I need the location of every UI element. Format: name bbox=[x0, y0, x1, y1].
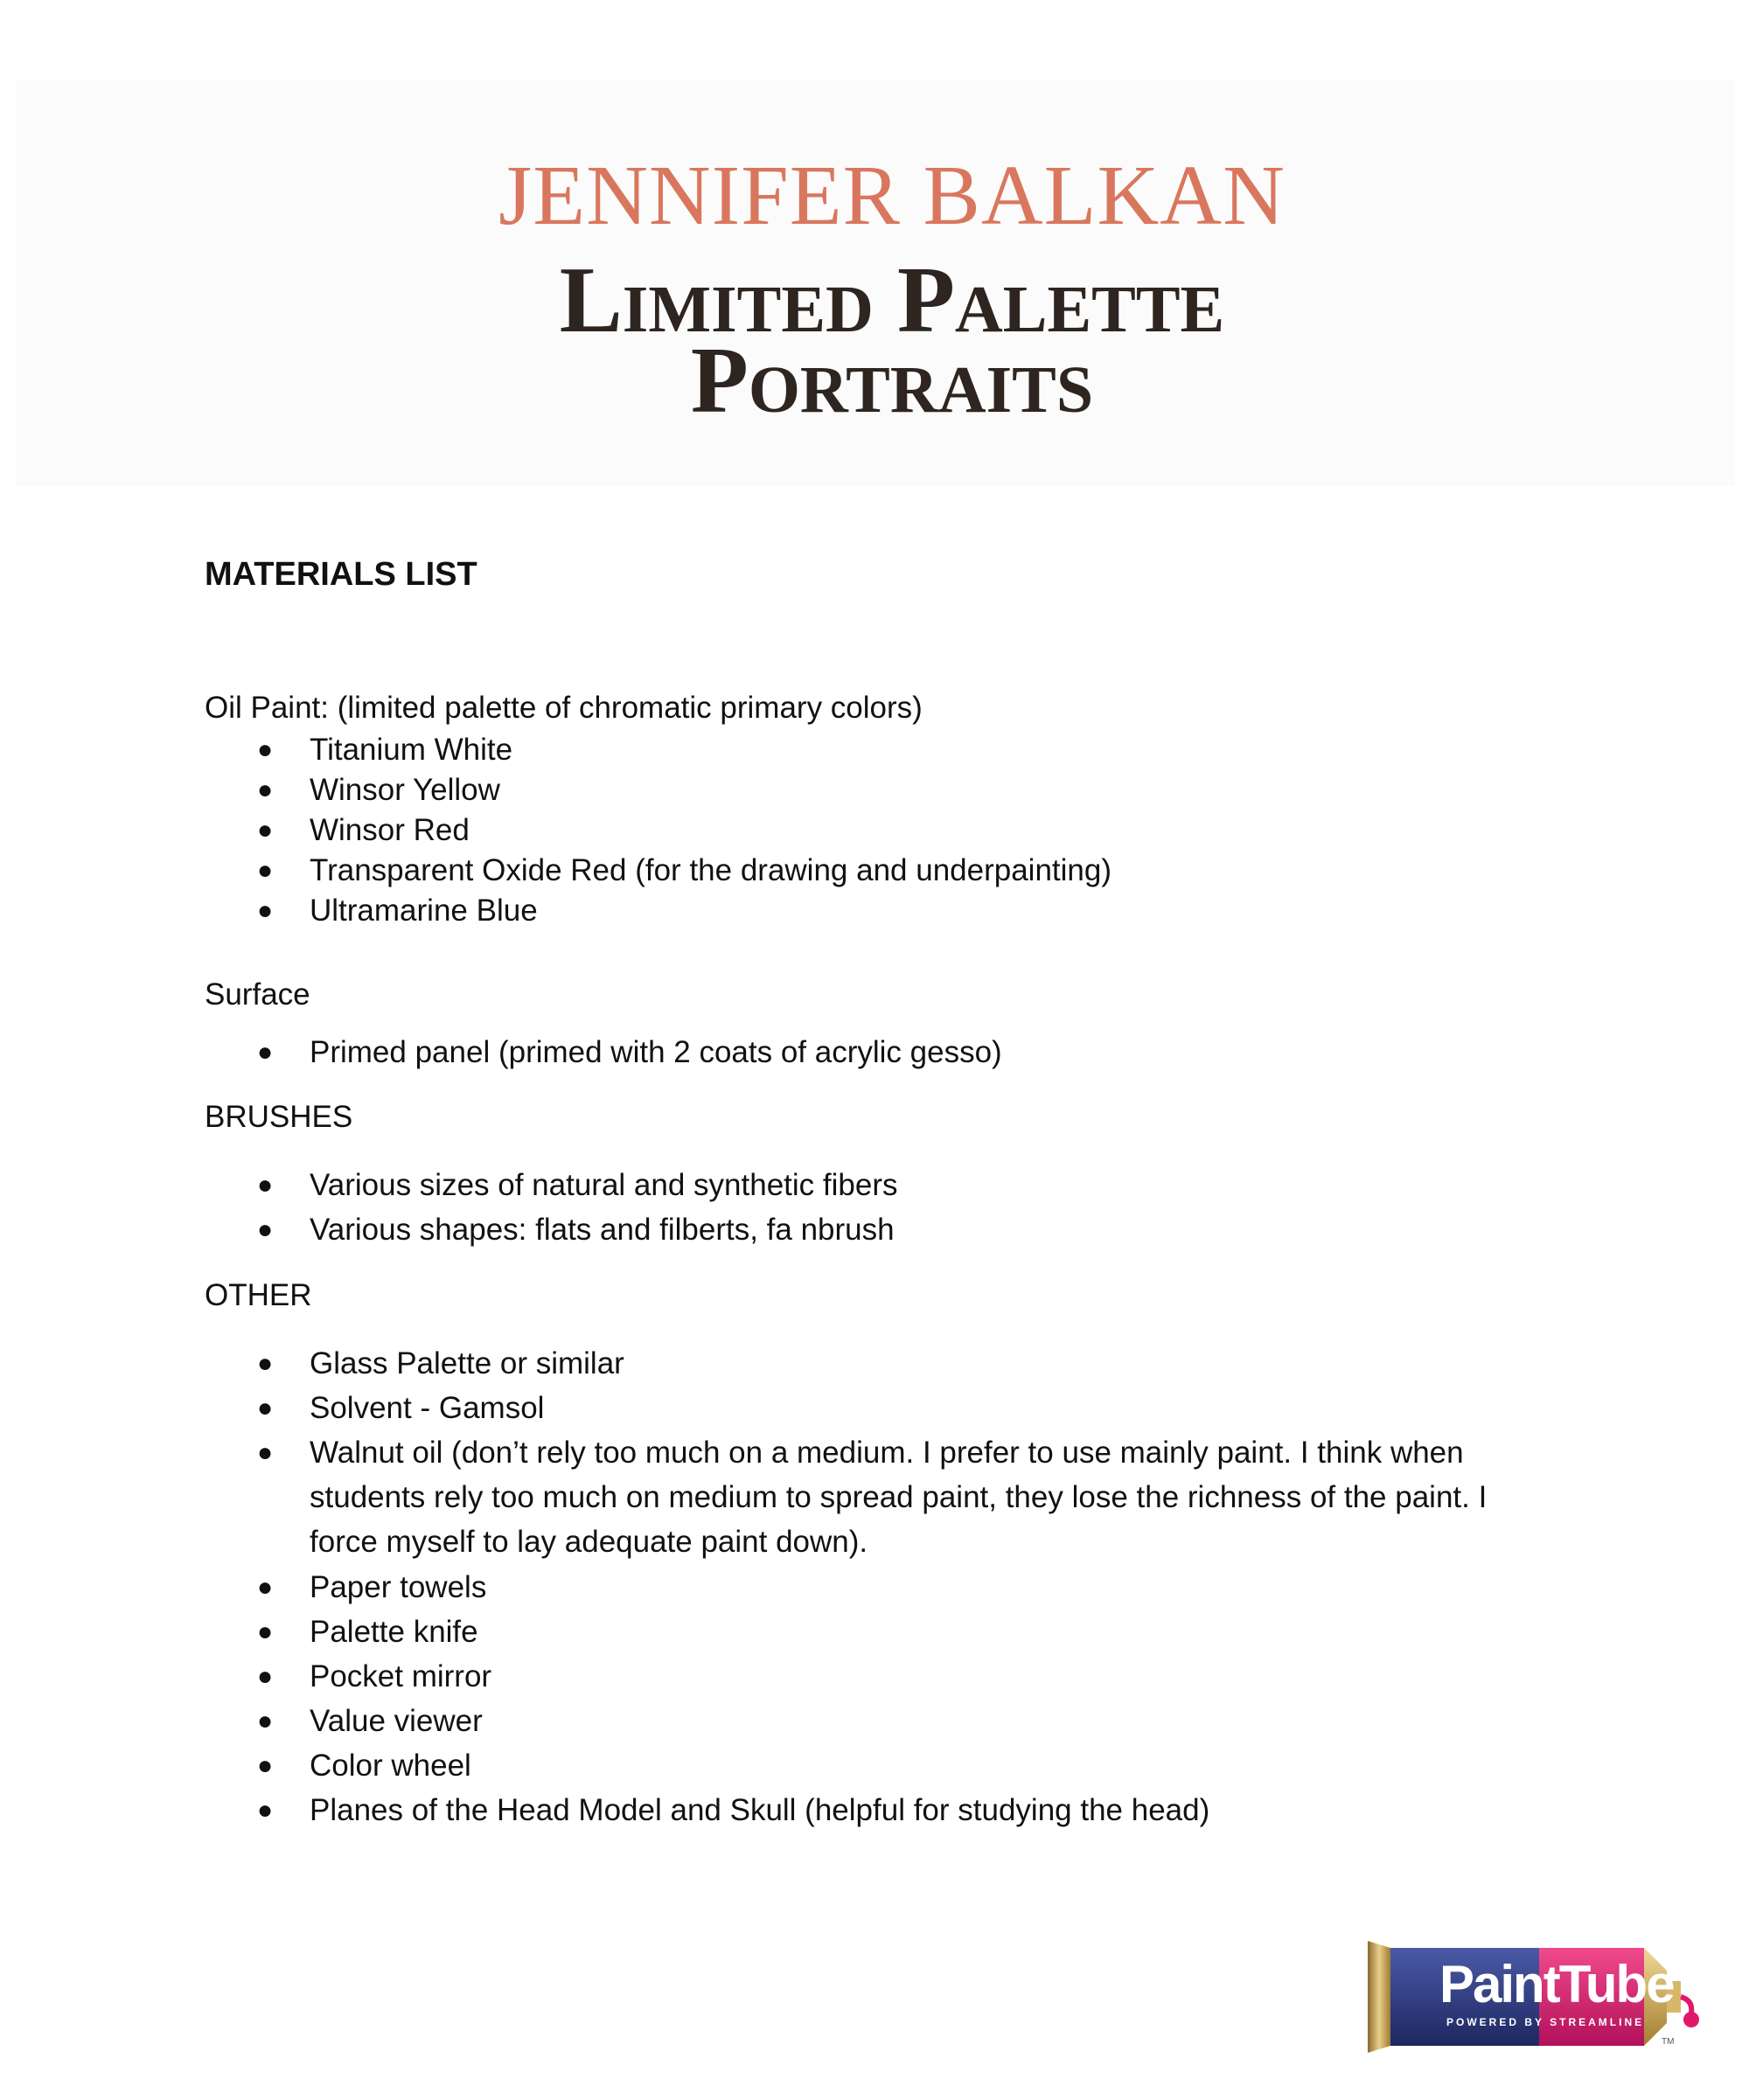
bullet-icon: ● bbox=[257, 735, 274, 764]
course-title-line-1: Limited Palette bbox=[559, 248, 1225, 352]
logo-trademark: TM bbox=[1662, 2037, 1675, 2047]
list-item: ● Primed panel (primed with 2 coats of acrylic gesso) bbox=[257, 1030, 1560, 1074]
list-item: ● Glass Palette or similar bbox=[257, 1341, 1560, 1386]
list-item: ● Pocket mirror bbox=[257, 1654, 1560, 1699]
list-item: ● Solvent - Gamsol bbox=[257, 1386, 1560, 1430]
bullet-icon: ● bbox=[257, 1751, 274, 1780]
list-item: ● Titanium White bbox=[257, 727, 1560, 772]
list-item: ● Walnut oil (don’t rely too much on a medium. I prefer to use mainly paint. I think when students rely too much on medium to spread paint, they lose the richness of the paint. I force myself to lay adequate paint down). bbox=[257, 1430, 1560, 1564]
section-title-other: OTHER bbox=[205, 1278, 312, 1312]
materials-list-heading: MATERIALS LIST bbox=[205, 556, 477, 593]
list-item: ● Winsor Yellow bbox=[257, 768, 1560, 812]
course-title-line-2: Portraits bbox=[690, 329, 1094, 433]
list-item: ● Winsor Red bbox=[257, 808, 1560, 852]
section-title-surface: Surface bbox=[205, 977, 310, 1012]
bullet-icon: ● bbox=[257, 1796, 274, 1825]
list-item: ● Color wheel bbox=[257, 1743, 1560, 1788]
bullet-icon: ● bbox=[257, 1349, 274, 1378]
logo-tagline: POWERED BY STREAMLINE bbox=[1446, 2016, 1645, 2028]
bullet-icon: ● bbox=[257, 856, 274, 885]
section-title-brushes: BRUSHES bbox=[205, 1100, 353, 1134]
bullet-icon: ● bbox=[257, 1707, 274, 1735]
bullet-icon: ● bbox=[257, 1394, 274, 1422]
list-item: ● Various shapes: flats and filberts, fa nbrush bbox=[257, 1207, 1560, 1252]
bullet-icon: ● bbox=[257, 1617, 274, 1646]
bullet-icon: ● bbox=[257, 1171, 274, 1200]
bullet-icon: ● bbox=[257, 1573, 274, 1602]
bullet-icon: ● bbox=[257, 1038, 274, 1067]
list-item: ● Paper towels bbox=[257, 1565, 1560, 1610]
bullet-icon: ● bbox=[257, 896, 274, 925]
list-item: ● Various sizes of natural and synthetic fibers bbox=[257, 1163, 1560, 1207]
list-item: ● Ultramarine Blue bbox=[257, 888, 1560, 933]
bullet-icon: ● bbox=[257, 816, 274, 845]
bullet-icon: ● bbox=[257, 1438, 274, 1467]
bullet-icon: ● bbox=[257, 1215, 274, 1244]
list-item: ● Palette knife bbox=[257, 1610, 1560, 1654]
list-item: ● Planes of the Head Model and Skull (helpful for studying the head) bbox=[257, 1788, 1560, 1832]
logo-brand-text: PaintTube bbox=[1439, 1955, 1674, 2013]
bullet-icon: ● bbox=[257, 1662, 274, 1691]
list-item: ● Value viewer bbox=[257, 1699, 1560, 1743]
list-item: ● Transparent Oxide Red (for the drawing and underpainting) bbox=[257, 848, 1560, 893]
painttube-logo bbox=[1364, 1936, 1705, 2058]
section-title-oil-paint: Oil Paint: (limited palette of chromatic primary colors) bbox=[205, 691, 923, 725]
instructor-name: JENNIFER BALKAN bbox=[498, 149, 1286, 243]
bullet-icon: ● bbox=[257, 775, 274, 804]
